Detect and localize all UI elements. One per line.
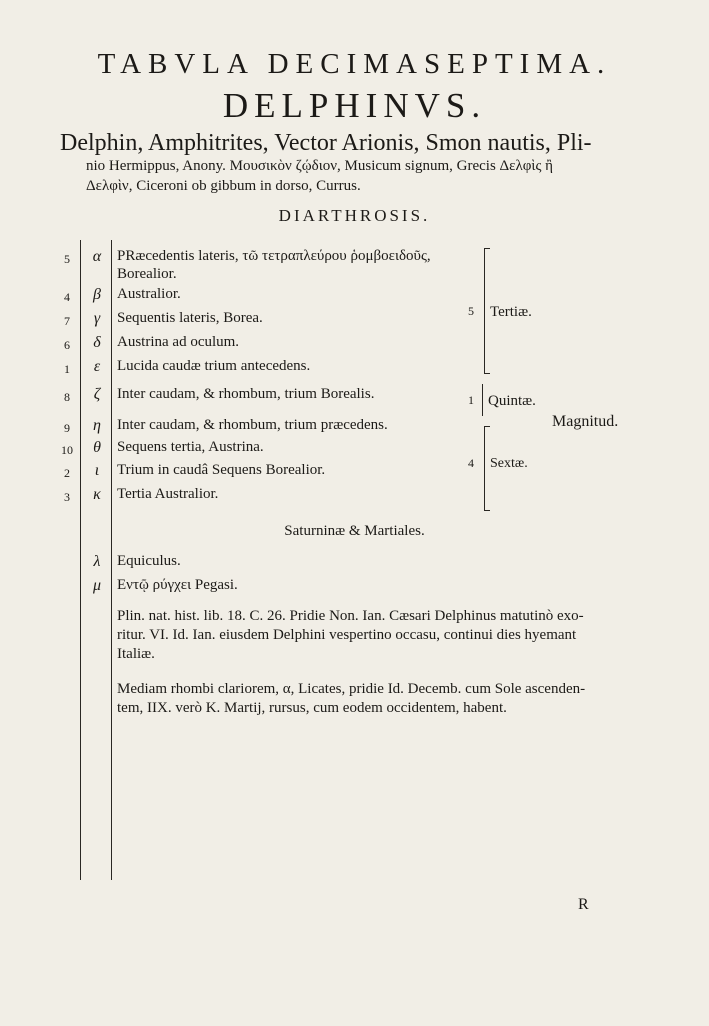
brace-quintae (482, 384, 483, 416)
intro-line-1: Delphin, Amphitrites, Vector Arionis, Smon nautis, Pli- (60, 130, 592, 156)
intro-line-2: nio Hermippus, Anony. Μουσικὸν ζῴδιον, Musicum signum, Grecis Δελφὶς ἢ (86, 158, 553, 174)
star-letter: β (93, 286, 101, 303)
group-label-quintae: Quintæ. (488, 393, 536, 409)
star-letter: δ (93, 334, 101, 351)
star-letter: ζ (93, 386, 101, 403)
star-number: 3 (64, 490, 70, 504)
star-number: 7 (64, 314, 70, 328)
note-line: ritur. VI. Id. Ian. eiusdem Delphini vespertino occasu, continui dies hyemant (117, 627, 577, 643)
star-letter: ε (93, 358, 101, 375)
star-number: 5 (64, 252, 70, 266)
star-letter: κ (93, 486, 101, 503)
star-description-cont: Borealior. (117, 266, 177, 282)
magnitude-number: 4 (468, 456, 474, 470)
brace-tertiae (484, 248, 485, 373)
star-description: Equiculus. (117, 553, 181, 569)
star-number: 8 (64, 390, 70, 404)
note-paragraph-2 (117, 680, 585, 718)
star-letter: μ (92, 577, 102, 594)
note-line: Mediam rhombi clariorem, α, Licates, pridie Id. Decemb. cum Sole ascenden- (117, 681, 586, 697)
section-subtitle: DIARTHROSIS. (278, 206, 431, 225)
star-letter: α (92, 248, 102, 265)
star-description: Inter caudam, & rhombum, trium Borealis. (117, 386, 375, 402)
brace-sextae (484, 426, 485, 510)
star-description: Lucida caudæ trium antecedens. (117, 358, 311, 374)
note-line: Italiæ. (117, 646, 155, 662)
brace-tertiae-top (484, 248, 490, 249)
note-paragraph-1 (117, 607, 584, 664)
star-letter: λ (93, 553, 101, 570)
brace-tertiae-bottom (484, 373, 490, 374)
star-description: Australior. (117, 286, 181, 302)
brace-sextae-top (484, 426, 490, 427)
star-description: Sequentis lateris, Borea. (117, 310, 263, 326)
star-number: 6 (64, 338, 70, 352)
star-description: Austrina ad oculum. (117, 334, 240, 350)
column-divider-2 (111, 240, 112, 880)
star-number: 9 (64, 421, 70, 435)
brace-sextae-bottom (484, 510, 490, 511)
star-description: Inter caudam, & rhombum, trium præcedens. (117, 417, 388, 433)
star-letter: ι (94, 462, 100, 479)
magnitude-number: 5 (468, 304, 474, 318)
star-number: 10 (61, 443, 73, 457)
star-letter: η (93, 417, 101, 434)
magnitude-label: Magnitud. (552, 413, 619, 430)
star-number: 2 (64, 466, 70, 480)
intro-line-3: Δελφὶν, Ciceroni ob gibbum in dorso, Currus. (86, 178, 361, 194)
star-description: Εντῷ ρύγχει Pegasi. (117, 577, 238, 593)
magnitude-number: 1 (468, 393, 474, 407)
group-label-tertiae: Tertiæ. (490, 304, 532, 320)
note-line: Plin. nat. hist. lib. 18. C. 26. Pridie Non. Ian. Cæsari Delphinus matutinò exo- (117, 608, 584, 624)
signature-mark: R (578, 896, 589, 913)
star-description: Tertia Australior. (117, 486, 219, 502)
constellation-title: DELPHINVS. (222, 86, 487, 125)
planetary-section-title: Saturninæ & Martiales. (284, 523, 425, 539)
star-description: PRæcedentis lateris, τῶ τετραπλεύρου ῥομβοειδοῦς, (117, 248, 431, 264)
star-letter: θ (93, 439, 101, 456)
column-divider-1 (80, 240, 81, 880)
star-number: 1 (64, 362, 70, 376)
star-description: Sequens tertia, Austrina. (117, 439, 264, 455)
star-description: Trium in caudâ Sequens Borealior. (117, 462, 326, 478)
star-letter: γ (93, 310, 101, 327)
group-label-sextae: Sextæ. (490, 456, 528, 471)
note-line: tem, IIX. verò K. Martij, rursus, cum eodem occidentem, habent. (117, 700, 507, 716)
table-title: TABVLA DECIMASEPTIMA. (97, 48, 612, 80)
star-number: 4 (64, 290, 70, 304)
